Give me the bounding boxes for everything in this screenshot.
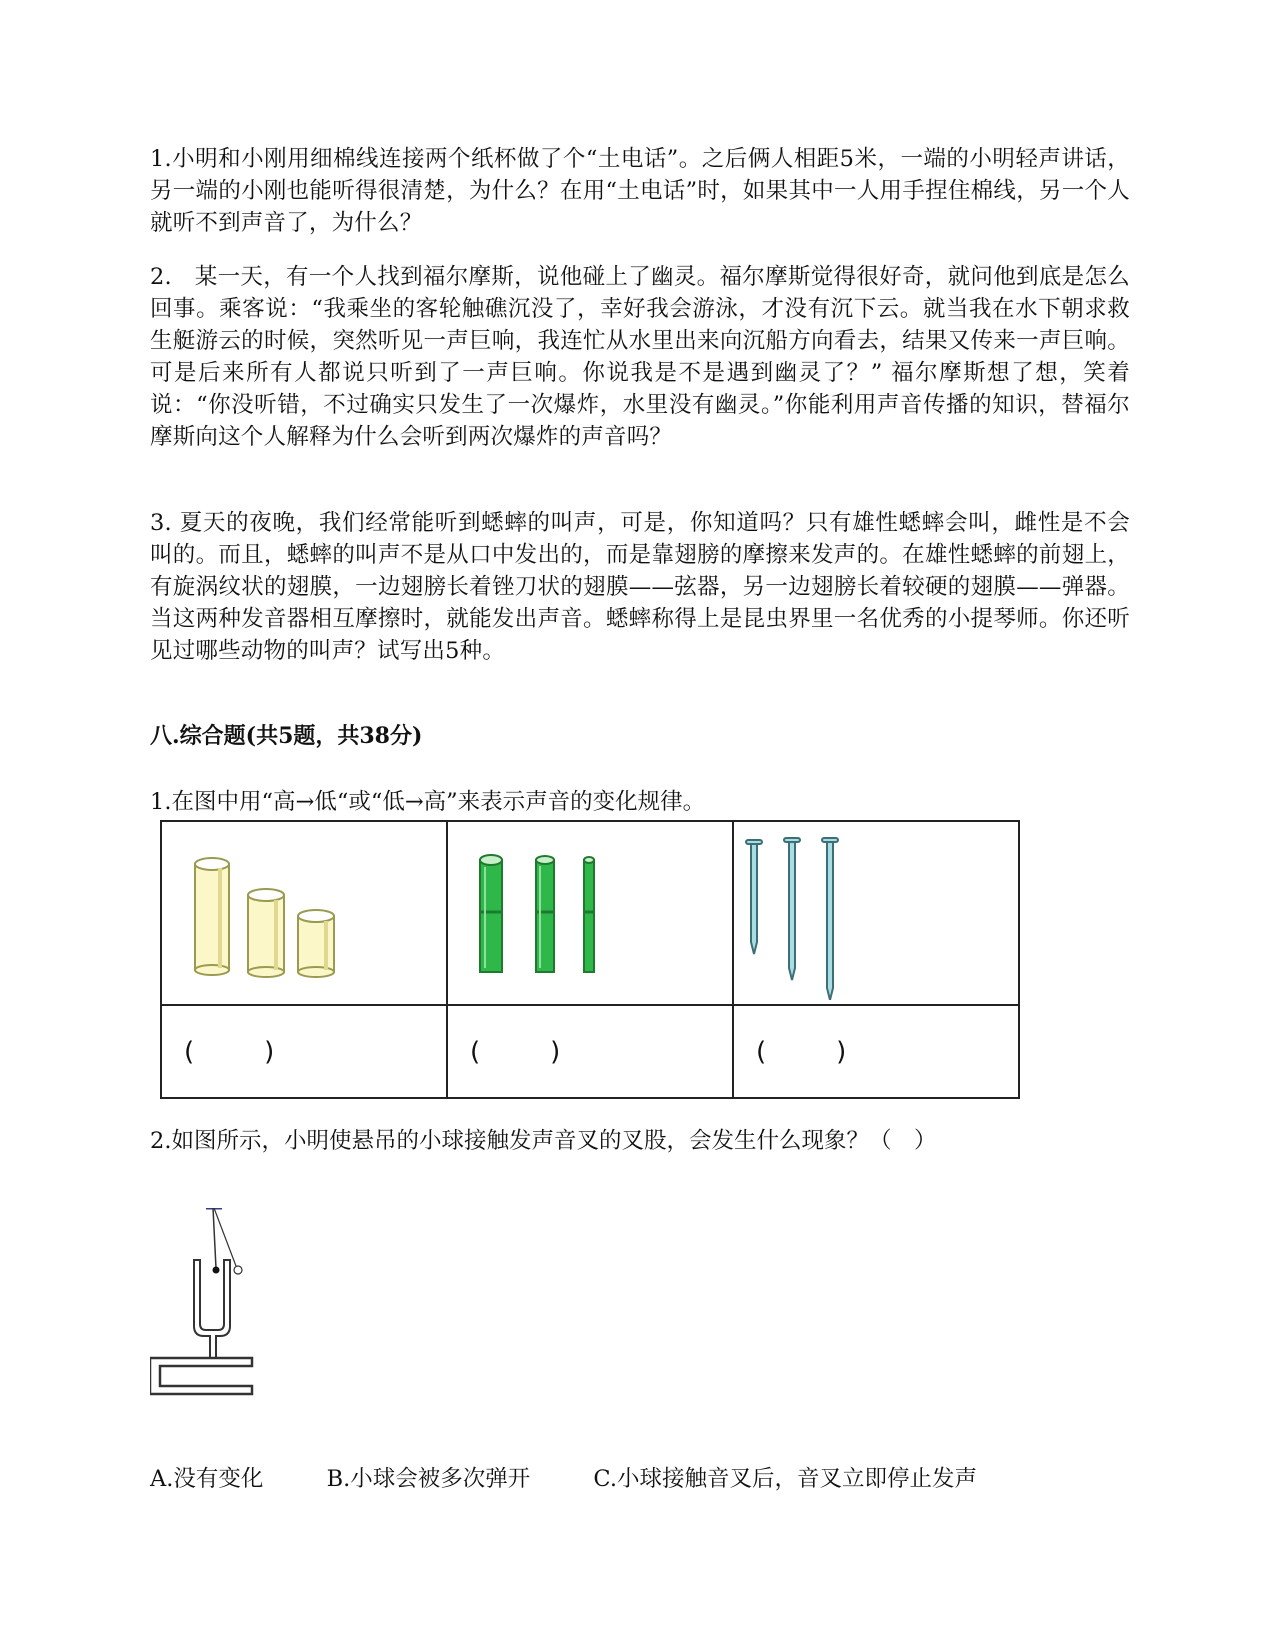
bamboo-tubes-cell bbox=[447, 821, 733, 1005]
answer-cell-2[interactable] bbox=[447, 1005, 733, 1098]
answer-cell-3[interactable] bbox=[733, 1005, 1019, 1098]
answer-options bbox=[150, 1463, 977, 1495]
option-a[interactable]: A.没有变化 bbox=[150, 1466, 264, 1492]
paper-tubes-icon bbox=[162, 822, 446, 1000]
nail-long bbox=[822, 838, 838, 1000]
nail-short bbox=[746, 840, 762, 954]
option-c[interactable]: C.小球接触音叉后，音叉立即停止发声 bbox=[593, 1466, 977, 1492]
bamboo-large bbox=[480, 855, 502, 972]
section-heading: 八.综合题(共5题，共38分) bbox=[150, 723, 423, 749]
answer-blank-2: ( ) bbox=[470, 1036, 561, 1067]
paper-tubes-cell bbox=[161, 821, 447, 1005]
question-7-3: 3. 夏天的夜晚，我们经常能听到蟋蟀的叫声，可是，你知道吗？只有雄性蟋蟀会叫，雌性是不会叫的。而且，蟋蟀的叫声不是从口中发出的，而是靠翅膀的摩擦来发声的。在雄性蟋蟀的前翅上，有旋涡纹状的翅膜，一边翅膀长着锉刀状的翅膜——弦器，另一边翅膀长着较硬的翅膜——弹器。当这两种发音器相互摩擦时，就能发出声音。蟋蟀称得上是昆虫界里一名优秀的小提琴师。你还听见过哪些动物的叫声？试写出5种。 bbox=[150, 510, 1130, 664]
bamboo-medium bbox=[536, 856, 554, 972]
nails-icon bbox=[734, 822, 1018, 1000]
question-7-2: 2. 某一天，有一个人找到福尔摩斯，说他碰上了幽灵。福尔摩斯觉得很好奇，就问他到底是怎么回事。乘客说：“我乘坐的客轮触礁沉没了，幸好我会游泳，才没有沉下云。就当我在水下朝求救生艇游云的时候，突然听见一声巨响，我连忙从水里出来向沉船方向看去，结果又传来一声巨响。可是后来所有人都说只听到了一声巨响。你说我是不是遇到幽灵了？” 福尔摩斯想了想，笑着说：“你没听错，不过确实只发生了一次爆炸，水里没有幽灵。”你能利用声音传播的知识，替福尔摩斯向这个人解释为什么会听到两次爆炸的声音吗？ bbox=[150, 264, 1130, 450]
answer-cell-1[interactable] bbox=[161, 1005, 447, 1098]
pitch-table bbox=[160, 820, 1020, 1099]
answer-blank-3: ( ) bbox=[756, 1036, 847, 1067]
option-b[interactable]: B.小球会被多次弹开 bbox=[326, 1466, 531, 1492]
question-8-1: 1.在图中用“高→低“或“低→高”来表示声音的变化规律。 bbox=[150, 789, 706, 815]
tube-small bbox=[298, 910, 334, 977]
question-7-1: 1.小明和小刚用细棉线连接两个纸杯做了个“土电话”。之后俩人相距5米，一端的小明轻声讲话，另一端的小刚也能听得很清楚，为什么？在用“土电话”时，如果其中一人用手捏住棉线，另一个人就听不到声音了，为什么？ bbox=[150, 146, 1130, 236]
tube-medium bbox=[248, 889, 284, 977]
nail-medium bbox=[784, 838, 800, 980]
bamboo-small bbox=[584, 857, 594, 972]
question-8-2: 2.如图所示，小明使悬吊的小球接触发声音叉的叉股，会发生什么现象？（ ） bbox=[150, 1128, 937, 1154]
bamboo-tubes-icon bbox=[448, 822, 732, 1000]
tuning-fork-icon bbox=[150, 1208, 260, 1408]
tube-large bbox=[195, 858, 229, 975]
answer-blank-1: ( ) bbox=[184, 1036, 275, 1067]
nails-cell bbox=[733, 821, 1019, 1005]
